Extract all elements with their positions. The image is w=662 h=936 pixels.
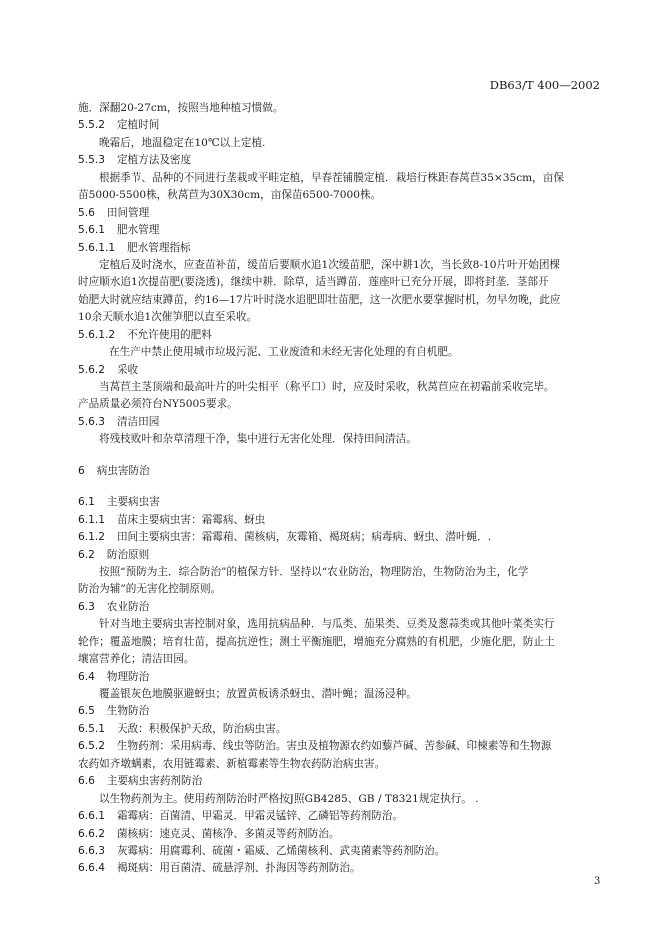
section-number: 5.6 [78, 206, 95, 219]
section-number: 5.5.3 [78, 154, 105, 167]
section-title: 霜霉病：百菌清、甲霜灵．甲霜灵锰锌、乙磷铝等药剂防治。 [116, 810, 403, 823]
section-title: 定植方法及密度 [116, 154, 192, 167]
section-heading [78, 494, 598, 511]
section-heading [78, 826, 598, 843]
section-title: 菌核病：速克灵、菌核净、多菌灵等药剂防治。 [116, 827, 340, 840]
section-title: 防治原则 [106, 548, 150, 561]
section-heading [78, 240, 598, 257]
body-text-line: 壤富营养化；清洁田园。 [78, 653, 195, 666]
section-heading [78, 599, 598, 616]
section-title: 采收 [116, 363, 139, 376]
section-number: 6.5 [78, 705, 95, 718]
body-text-line: 将残枝败叶和杂草清理干净，集中进行无害化处理．保持田间清洁。 [99, 433, 417, 446]
body-text-line: 防治为辅”的无害化控制原则。 [78, 583, 222, 596]
section-heading [78, 703, 598, 720]
section-title: 苗床主要病虫害：霜霉病、蚜虫 [116, 513, 266, 526]
section-title: 田间管理 [106, 206, 150, 219]
section-title: 主要病虫害 [106, 496, 160, 509]
section-heading [78, 529, 598, 546]
section-title: 肥水管理指标 [127, 241, 191, 254]
body-text-line: 产品质量必须符台NY5005要求。 [78, 398, 238, 411]
body-text-line: 时应顺水追1次提苗肥(要浇透)，继续中耕．除草，适当蹲苗．莲座叶已充分开展，即将封垄．茎部开 [78, 276, 549, 289]
section-number: 6 [78, 464, 85, 477]
section-title: 褐斑病：用百菌清、硫悬浮剂、扑海因等药剂防治。 [116, 862, 361, 875]
section-title: 不允许使用的肥料 [127, 328, 212, 341]
section-heading [78, 669, 598, 686]
section-number: 6.6 [78, 775, 95, 788]
section-title: 主要病虫害药剂防治 [106, 775, 203, 788]
section-title: 肥水管理 [116, 224, 160, 237]
section-heading [78, 547, 598, 564]
section-number: 5.6.1 [78, 224, 105, 237]
section-heading [78, 222, 598, 239]
section-number: 6.5.1 [78, 722, 105, 735]
body-text-line: 以生物药剂为主。使用药剂防治时严格按J照GB4285、GB / T8321规定执行。 . [99, 792, 479, 805]
section-title: 田间主要病虫害：霜霉葙、菌核病，灰霉箱、褐斑病；病毒病、蚜虫、潜叶蝇．. [116, 531, 492, 544]
section-heading [78, 843, 598, 860]
section-number: 6.6.3 [78, 844, 105, 857]
section-number: 6.1 [78, 496, 95, 509]
body-text-line: 始肥大时就应结束蹲苗，约16—17片叶时浇水追肥即壮苗肥，这一次肥水要掌握时机，勿早勿晚，此应 [78, 293, 561, 306]
body-text-line: 10余天顺水追1次催笋肥以直至采收。 [78, 311, 258, 324]
body-text-line: 苗5000-5500株，秋莴苣为30X30cm，亩保苗6500-7000株。 [78, 189, 382, 202]
section-number: 5.6.3 [78, 415, 105, 428]
section-number: 6.2 [78, 548, 95, 561]
section-title: 清洁田园 [116, 415, 160, 428]
document-code-header: DB63/T 400—2002 [489, 78, 600, 92]
section-number: 6.6.2 [78, 827, 105, 840]
section-heading [78, 205, 598, 222]
section-heading [78, 362, 598, 379]
body-text-line: 农药如齐墩螨素，农用链霉素、新植霉素等生物农药防治病虫害。 [78, 757, 386, 770]
body-text-line: 施．深翻20-27cm，按照当地种植习惯做。 [78, 102, 284, 114]
section-number: 6.5.2 [78, 740, 105, 753]
spacer [78, 449, 598, 463]
section-heading [78, 152, 598, 169]
body-text-line: 针对当地主要病虫害控制对象，选用抗病品种．与瓜类、茄果类、豆类及葱蒜类或其他叶菜类实行 [99, 618, 555, 631]
body-text-line: 定植后及时浇水，应查苗补苗，缓苗后要顺水追1次缓苗肥，深中耕1次，当长致8-10片叶开始团棵 [99, 258, 561, 271]
spacer [78, 480, 598, 494]
section-title: 物理防治 [106, 670, 150, 683]
section-title: 灰霉病：用腐霉利、硫菌・霜威、乙烯菌核利、武夷菌素等药剂防治。 [116, 844, 446, 857]
section-heading [78, 738, 598, 755]
section-number: 5.5.2 [78, 119, 105, 132]
body-text-line: 在生产中禁止使用城市垃圾污泥、工业废渣和未经无害化处理的有自机肥。 [109, 346, 459, 359]
document-body [78, 100, 598, 878]
section-heading [78, 327, 598, 344]
section-number: 6.1.2 [78, 531, 105, 544]
section-title: 病虫害防治 [96, 464, 150, 477]
section-number: 6.4 [78, 670, 95, 683]
section-number: 6.3 [78, 600, 95, 613]
body-text-line: 晚霜后，地温稳定在10℃以上定植. [99, 136, 266, 149]
section-title: 天敌：积极保护天敌，防治病虫害。 [116, 722, 287, 735]
section-heading [78, 117, 598, 134]
body-text-line: 按照“预防为主．综合防治”的植保方针．坚持以“农业防治，物理防治，生物防治为主，化学 [99, 565, 529, 578]
section-title: 生物防治 [106, 705, 150, 718]
section-number: 5.6.1.1 [78, 241, 116, 254]
body-text-line: 根据季节、品种的不同进行垄栽或平畦定植，早春茬铺膜定植．栽培行株距春莴苣35×35cm，亩保 [99, 171, 564, 184]
section-heading [78, 721, 598, 738]
section-number: 6.1.1 [78, 513, 105, 526]
section-title: 农业防治 [106, 600, 150, 613]
section-number: 5.6.2 [78, 363, 105, 376]
section-heading [78, 860, 598, 877]
section-number: 5.6.1.2 [78, 328, 116, 341]
section-number: 6.6.1 [78, 810, 105, 823]
section-heading [78, 808, 598, 825]
section-title: 生物药剂：采用病毒、线虫等防治。害虫及植物源农约如藜芦碱、苦参碱、印楝素等和生物源 [116, 740, 552, 753]
section-number: 6.6.4 [78, 862, 105, 875]
section-heading [78, 414, 598, 431]
section-heading [78, 512, 598, 529]
body-text-line: 覆盖银灰色地膜驱避蚜虫；放置黄板诱杀蚜虫、潜叶蝇；温汤浸种。 [99, 688, 417, 700]
body-text-line: 当莴苣主茎顶端和最高叶片的叶尖相平（称平口）时，应及时采收，秋莴苣应在初霜前采收完毕。 [99, 381, 555, 393]
page-number: 3 [594, 876, 601, 887]
section-heading [78, 773, 598, 790]
section-title: 定植时间 [116, 119, 160, 132]
body-text-line: 轮作；覆盖地膜；培育壮苗，提高抗逆性；测土平衡施肥，增施充分腐熟的有机肥，少施化肥，防止土 [78, 635, 555, 648]
section-heading [78, 463, 598, 480]
